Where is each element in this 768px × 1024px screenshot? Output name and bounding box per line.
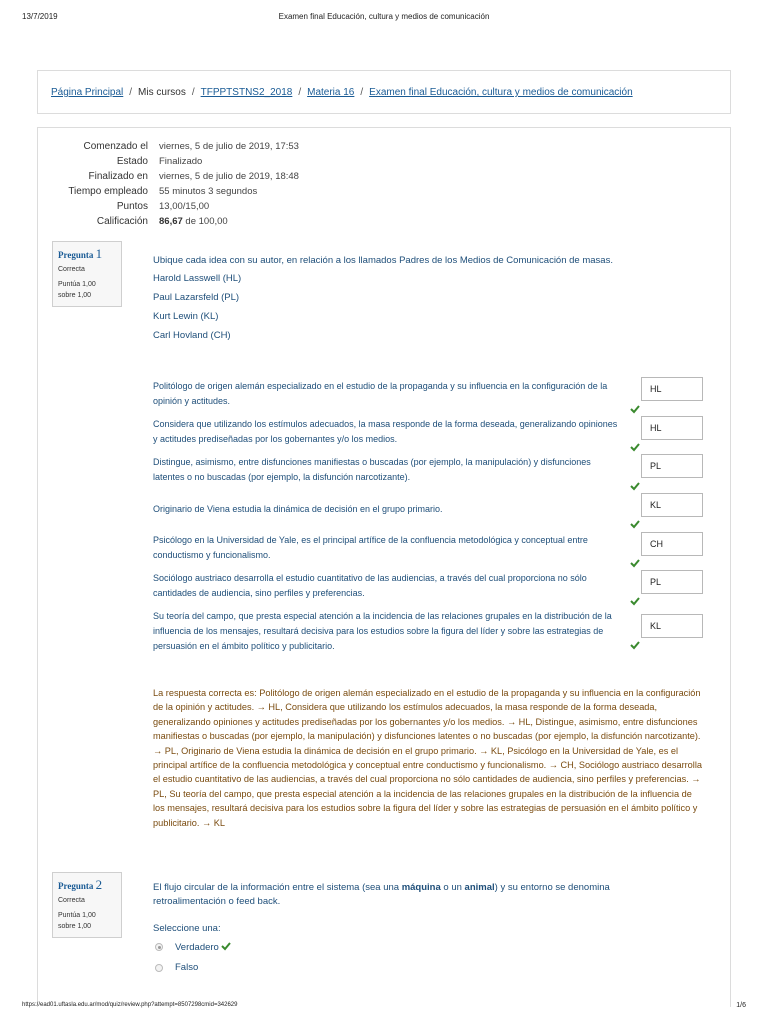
question-2-text-part: o un xyxy=(440,882,465,893)
radio-true[interactable] xyxy=(155,943,163,951)
question-2-text-part: ) y su entorno se denomina retroalimentación o feed back. xyxy=(153,882,610,907)
question-1-grade-line2: sobre 1,00 xyxy=(58,292,92,299)
option-false-label: Falso xyxy=(175,962,199,973)
quiz-review-panel xyxy=(37,127,731,1007)
question-1-number: 1 xyxy=(95,246,103,261)
question-1-text: Ubique cada idea con su autor, en relación a los llamados Padres de los Medios de Comunicación de masas. xyxy=(153,255,613,266)
question-2-keyword: máquina xyxy=(401,882,441,893)
check-icon xyxy=(630,596,640,606)
question-2-text xyxy=(153,881,673,909)
summary-grade-score: 86,67 xyxy=(159,216,183,227)
breadcrumb-course-link[interactable]: TFPPTSTNS2_2018 xyxy=(200,87,293,98)
question-1-state: Correcta xyxy=(58,266,85,273)
summary-points-value: 13,00/15,00 xyxy=(159,201,210,212)
match-item-text: Distingue, asimismo, entre disfunciones manifiestas o buscadas (por ejemplo, la manipulación) y disfunciones latentes o no buscadas (por ejemplo, la disfunción narcotizante). xyxy=(153,457,591,482)
question-2-state: Correcta xyxy=(58,897,85,904)
question-1-label: Pregunta xyxy=(58,250,94,260)
summary-time-value: 55 minutos 3 segundos xyxy=(159,186,258,197)
question-2-text-part: El flujo circular de la información entre el sistema (sea una xyxy=(153,882,402,893)
print-date: 13/7/2019 xyxy=(22,12,58,21)
question-2-grade-line1: Puntúa 1,00 xyxy=(58,912,96,919)
check-icon xyxy=(630,442,640,452)
breadcrumb-subject-link[interactable]: Materia 16 xyxy=(307,87,355,98)
question-2-info xyxy=(52,872,122,938)
check-icon xyxy=(630,404,640,414)
check-icon xyxy=(630,640,640,650)
author-item: Paul Lazarsfeld (PL) xyxy=(153,292,240,303)
correct-answer-feedback: La respuesta correcta es: Politólogo de origen alemán especializado en el estudio de la propaganda y su influencia en la configuración de la opinión y actitudes. → HL, Considera que utilizando los estímulos adecuados, la masa responde de la forma deseada, generalizando opiniones y actitudes prediseñadas por los gobernantes y/o los medios. → HL, Distingue, asimismo, entre disfunciones manifiestas o buscadas (por ejemplo, la manipulación) y disfunciones latentes o no buscadas (por ejemplo, la disfunción narcotizante). → PL, Originario de Viena estudia la dinámica de decisión en el grupo primario. → KL, Psicólogo en la Universidad de Yale, es el principal artífice de la confluencia metodológica y conceptual entre conductismo y funcionalismo. → CH, Sociólogo austriaco desarrolla el estudio cuantitativo de las audiencias, a través del cual proporciona no sólo cantidades de audiencia, sino perfiles y preferencias. → PL, Su teoría del campo, que presta especial atención a la incidencia de las relaciones grupales en la distribución de la influencia de los mensajes, resultará decisiva para los estudios sobre la figura del líder y sobre las estrategias de persuasión en el ámbito político y publicitario. → KL xyxy=(153,688,702,828)
author-item: Harold Lasswell (HL) xyxy=(153,273,242,284)
breadcrumb: Página Principal / Mis cursos / TFPPTSTNS2_2018 / Materia 16 / Examen final Educación, cultura y medios de comunicación xyxy=(37,70,731,114)
check-icon xyxy=(221,941,231,951)
select-one-label: Seleccione una: xyxy=(153,923,221,934)
summary-state-label: Estado xyxy=(116,156,148,167)
match-item-text: Politólogo de origen alemán especializado en el estudio de la propaganda y su influencia en la configuración de la opinión y actitudes. xyxy=(153,381,608,406)
match-item-text: Sociólogo austriaco desarrolla el estudio cuantitativo de las audiencias, a través del cual proporciona no sólo cantidades de audiencia, sino perfiles y preferencias. xyxy=(153,573,587,598)
summary-grade-rest: de 100,00 xyxy=(185,216,228,227)
summary-started-label: Comenzado el xyxy=(83,141,148,152)
check-icon xyxy=(630,481,640,491)
breadcrumb-home-link[interactable]: Página Principal xyxy=(51,87,124,98)
match-answer-select[interactable]: HL xyxy=(641,416,703,440)
match-answer-select[interactable]: CH xyxy=(641,532,703,556)
match-answer-select[interactable]: KL xyxy=(641,614,703,638)
question-2-label: Pregunta xyxy=(58,881,94,891)
option-true-text: Verdadero xyxy=(175,942,219,953)
match-answer-select[interactable]: PL xyxy=(641,454,703,478)
check-icon xyxy=(630,519,640,529)
summary-finished-label: Finalizado en xyxy=(88,171,148,182)
breadcrumb-my-courses: Mis cursos xyxy=(138,87,186,98)
match-item-text: Su teoría del campo, que presta especial atención a la incidencia de las relaciones grupales en la distribución de la influencia de los mensajes, resultará decisiva para los estudios sobre la figura del líder y sobre las estrategias de persuasión en el ámbito político y publicitario. xyxy=(153,611,612,651)
question-1-grade-line1: Puntúa 1,00 xyxy=(58,281,96,288)
summary-grade-label: Calificación xyxy=(96,216,148,227)
question-2-grade-line2: sobre 1,00 xyxy=(58,923,92,930)
question-1-info xyxy=(52,241,122,307)
option-true-label xyxy=(175,941,231,953)
match-answer-select[interactable]: PL xyxy=(641,570,703,594)
print-page-number: 1/6 xyxy=(736,1002,746,1009)
print-title: Examen final Educación, cultura y medios de comunicación xyxy=(278,12,490,21)
summary-time-label: Tiempo empleado xyxy=(68,186,148,197)
print-url: https://ead01.uftasla.edu.ar/mod/quiz/review.php?attempt=8507298cmid=342629 xyxy=(22,1002,238,1008)
match-answer-select[interactable]: HL xyxy=(641,377,703,401)
match-item-text: Considera que utilizando los estímulos adecuados, la masa responde de la forma deseada, generalizando opiniones y actitudes prediseñadas por los gobernantes y/o los medios. xyxy=(153,419,618,444)
radio-false[interactable] xyxy=(155,964,163,972)
summary-state-value: Finalizado xyxy=(159,156,203,167)
author-item: Carl Hovland (CH) xyxy=(153,330,231,341)
match-item-text: Originario de Viena estudia la dinámica de decisión en el grupo primario. xyxy=(153,504,443,514)
summary-finished-value: viernes, 5 de julio de 2019, 18:48 xyxy=(159,171,299,182)
breadcrumb-exam-link[interactable]: Examen final Educación, cultura y medios de comunicación xyxy=(369,87,633,98)
check-icon xyxy=(630,558,640,568)
question-2-number: 2 xyxy=(95,877,103,892)
match-answer-select[interactable]: KL xyxy=(641,493,703,517)
summary-started-value: viernes, 5 de julio de 2019, 17:53 xyxy=(159,141,299,152)
author-item: Kurt Lewin (KL) xyxy=(153,311,219,322)
match-item-text: Psicólogo en la Universidad de Yale, es el principal artífice de la confluencia metodológica y conceptual entre conductismo y funcionalismo. xyxy=(153,535,588,560)
summary-points-label: Puntos xyxy=(116,201,148,212)
question-2-keyword: animal xyxy=(464,882,495,893)
